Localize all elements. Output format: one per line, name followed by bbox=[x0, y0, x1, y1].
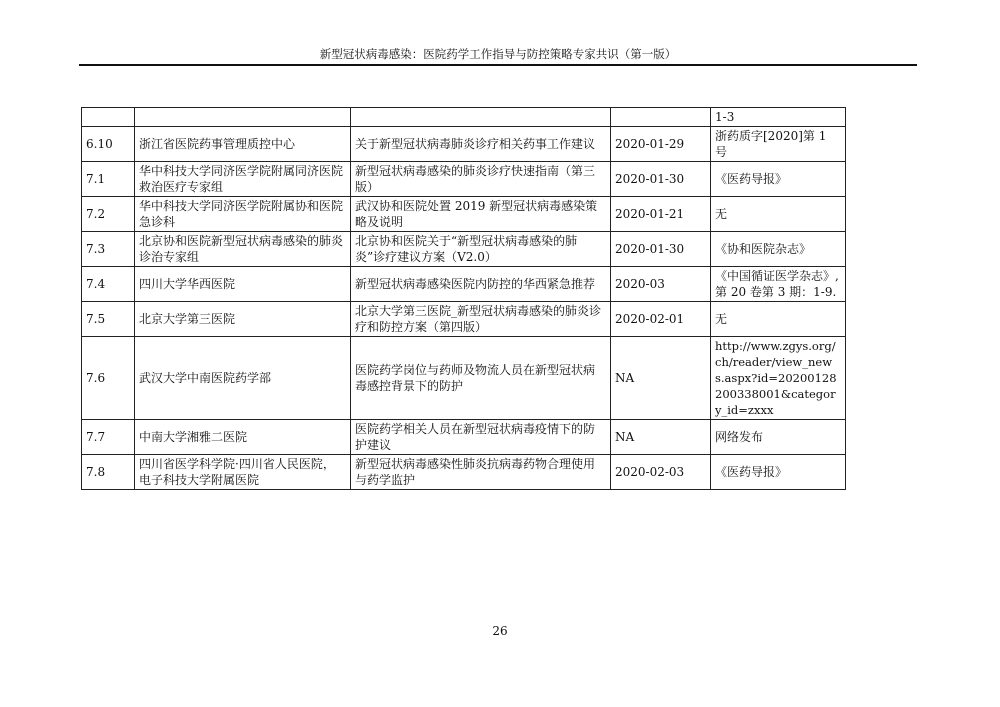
cell-number bbox=[82, 108, 135, 127]
table-row bbox=[82, 197, 846, 232]
cell-document-title: 新型冠状病毒感染性肺炎抗病毒药物合理使用与药学监护 bbox=[351, 455, 611, 490]
cell-organization: 四川大学华西医院 bbox=[135, 267, 351, 302]
cell-source: 网络发布 bbox=[711, 420, 846, 455]
cell-organization: 北京大学第三医院 bbox=[135, 302, 351, 337]
cell-document-title: 医院药学相关人员在新型冠状病毒疫情下的防护建议 bbox=[351, 420, 611, 455]
cell-date: NA bbox=[611, 420, 711, 455]
reference-table bbox=[81, 107, 846, 490]
table-row bbox=[82, 127, 846, 162]
table-row bbox=[82, 337, 846, 420]
cell-date: 2020-01-30 bbox=[611, 162, 711, 197]
cell-document-title: 北京大学第三医院_新型冠状病毒感染的肺炎诊疗和防控方案（第四版） bbox=[351, 302, 611, 337]
table-row bbox=[82, 420, 846, 455]
page-number: 26 bbox=[492, 624, 508, 638]
cell-organization: 武汉大学中南医院药学部 bbox=[135, 337, 351, 420]
cell-number: 7.5 bbox=[82, 302, 135, 337]
cell-number: 7.8 bbox=[82, 455, 135, 490]
cell-date: 2020-03 bbox=[611, 267, 711, 302]
cell-organization: 华中科技大学同济医学院附属同济医院救治医疗专家组 bbox=[135, 162, 351, 197]
cell-document-title bbox=[351, 108, 611, 127]
table-body bbox=[82, 108, 846, 490]
cell-date bbox=[611, 108, 711, 127]
table-row bbox=[82, 455, 846, 490]
cell-source: 《中国循证医学杂志》, 第 20 卷第 3 期：1-9. bbox=[711, 267, 846, 302]
cell-organization: 华中科技大学同济医学院附属协和医院急诊科 bbox=[135, 197, 351, 232]
cell-number: 7.2 bbox=[82, 197, 135, 232]
cell-source: 无 bbox=[711, 197, 846, 232]
cell-document-title: 新型冠状病毒感染的肺炎诊疗快速指南（第三版） bbox=[351, 162, 611, 197]
cell-source: 无 bbox=[711, 302, 846, 337]
cell-source: 1-3 bbox=[711, 108, 846, 127]
cell-number: 7.3 bbox=[82, 232, 135, 267]
table-row bbox=[82, 232, 846, 267]
cell-document-title: 医院药学岗位与药师及物流人员在新型冠状病毒感控背景下的防护 bbox=[351, 337, 611, 420]
cell-date: 2020-01-29 bbox=[611, 127, 711, 162]
cell-number: 7.7 bbox=[82, 420, 135, 455]
cell-organization: 北京协和医院新型冠状病毒感染的肺炎诊治专家组 bbox=[135, 232, 351, 267]
cell-date: 2020-01-21 bbox=[611, 197, 711, 232]
table-row bbox=[82, 162, 846, 197]
cell-organization bbox=[135, 108, 351, 127]
cell-date: 2020-02-03 bbox=[611, 455, 711, 490]
cell-document-title: 新型冠状病毒感染医院内防控的华西紧急推荐 bbox=[351, 267, 611, 302]
cell-source: http://www.zgys.org/ch/reader/view_news.aspx?id=20200128200338001&category_id=zxxx bbox=[711, 337, 846, 420]
cell-source: 浙药质字[2020]第 1 号 bbox=[711, 127, 846, 162]
table-row bbox=[82, 302, 846, 337]
cell-source: 《协和医院杂志》 bbox=[711, 232, 846, 267]
cell-number: 6.10 bbox=[82, 127, 135, 162]
cell-date: 2020-02-01 bbox=[611, 302, 711, 337]
cell-organization: 四川省医学科学院·四川省人民医院，电子科技大学附属医院 bbox=[135, 455, 351, 490]
cell-number: 7.1 bbox=[82, 162, 135, 197]
cell-source: 《医药导报》 bbox=[711, 162, 846, 197]
table-row bbox=[82, 267, 846, 302]
cell-document-title: 关于新型冠状病毒肺炎诊疗相关药事工作建议 bbox=[351, 127, 611, 162]
cell-source: 《医药导报》 bbox=[711, 455, 846, 490]
running-header: 新型冠状病毒感染：医院药学工作指导与防控策略专家共识（第一版） bbox=[319, 47, 677, 61]
cell-number: 7.6 bbox=[82, 337, 135, 420]
cell-document-title: 武汉协和医院处置 2019 新型冠状病毒感染策略及说明 bbox=[351, 197, 611, 232]
table-row bbox=[82, 108, 846, 127]
header-rule bbox=[79, 64, 917, 66]
cell-number: 7.4 bbox=[82, 267, 135, 302]
cell-organization: 中南大学湘雅二医院 bbox=[135, 420, 351, 455]
cell-date: 2020-01-30 bbox=[611, 232, 711, 267]
cell-organization: 浙江省医院药事管理质控中心 bbox=[135, 127, 351, 162]
cell-document-title: 北京协和医院关于“新型冠状病毒感染的肺炎”诊疗建议方案（V2.0） bbox=[351, 232, 611, 267]
cell-date: NA bbox=[611, 337, 711, 420]
